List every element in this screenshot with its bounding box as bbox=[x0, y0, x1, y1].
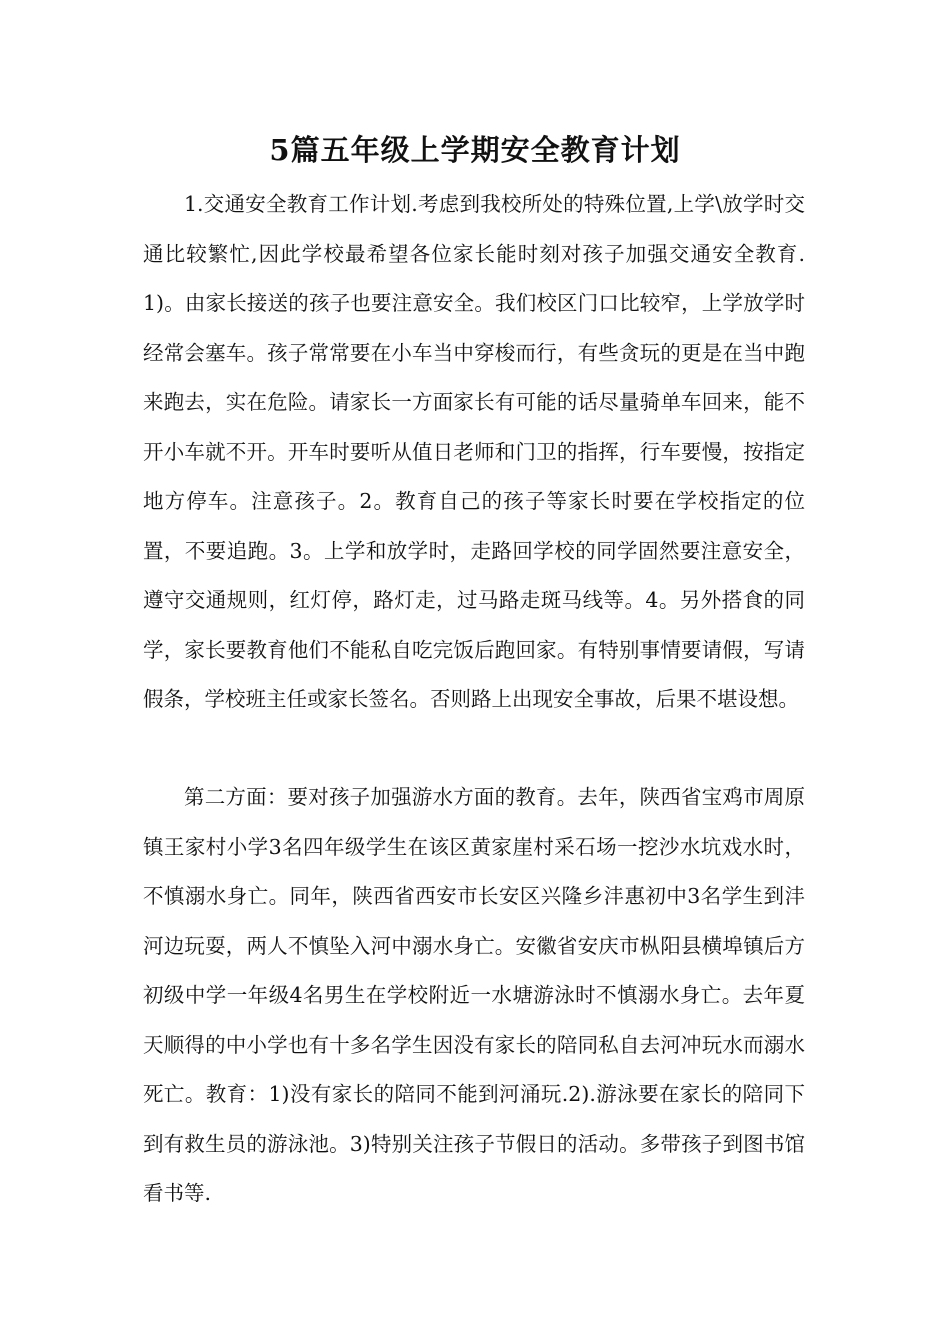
paragraph-traffic-safety: 1.交通安全教育工作计划.考虑到我校所处的特殊位置,上学\放学时交通比较繁忙,因此学校最希望各位家长能时刻对孩子加强交通安全教育.1)。由家长接送的孩子也要注意安全。我们校区门口比较窄，上学放学时经常会塞车。孩子常常要在小车当中穿梭而行，有些贪玩的更是在当中跑来跑去，实在危险。请家长一方面家长有可能的话尽量骑单车回来，能不开小车就不开。开车时要听从值日老师和门卫的指挥，行车要慢，按指定地方停车。注意孩子。2。教育自己的孩子等家长时要在学校指定的位置，不要追跑。3。上学和放学时，走路回学校的同学固然要注意安全，遵守交通规则，红灯停，路灯走，过马路走斑马线等。4。另外搭食的同学，家长要教育他们不能私自吃完饭后跑回家。有特别事情要请假，写请假条，学校班主任或家长签名。否则路上出现安全事故，后果不堪设想。 bbox=[143, 192, 805, 711]
document-title: 5篇五年级上学期安全教育计划 bbox=[269, 133, 681, 167]
paragraph-swimming-safety: 第二方面：要对孩子加强游水方面的教育。去年，陕西省宝鸡市周原镇王家村小学3名四年级学生在该区黄家崖村采石场一挖沙水坑戏水时，不慎溺水身亡。同年，陕西省西安市长安区兴隆乡沣惠初中3名学生到沣河边玩耍，两人不慎坠入河中溺水身亡。安徽省安庆市枞阳县横埠镇后方初级中学一年级4名男生在学校附近一水塘游泳时不慎溺水身亡。去年夏天顺得的中小学也有十多名学生因没有家长的陪同私自去河冲玩水而溺水死亡。教育：1)没有家长的陪同不能到河涌玩.2).游泳要在家长的陪同下到有救生员的游泳池。3)特别关注孩子节假日的活动。多带孩子到图书馆看书等. bbox=[143, 785, 805, 1205]
